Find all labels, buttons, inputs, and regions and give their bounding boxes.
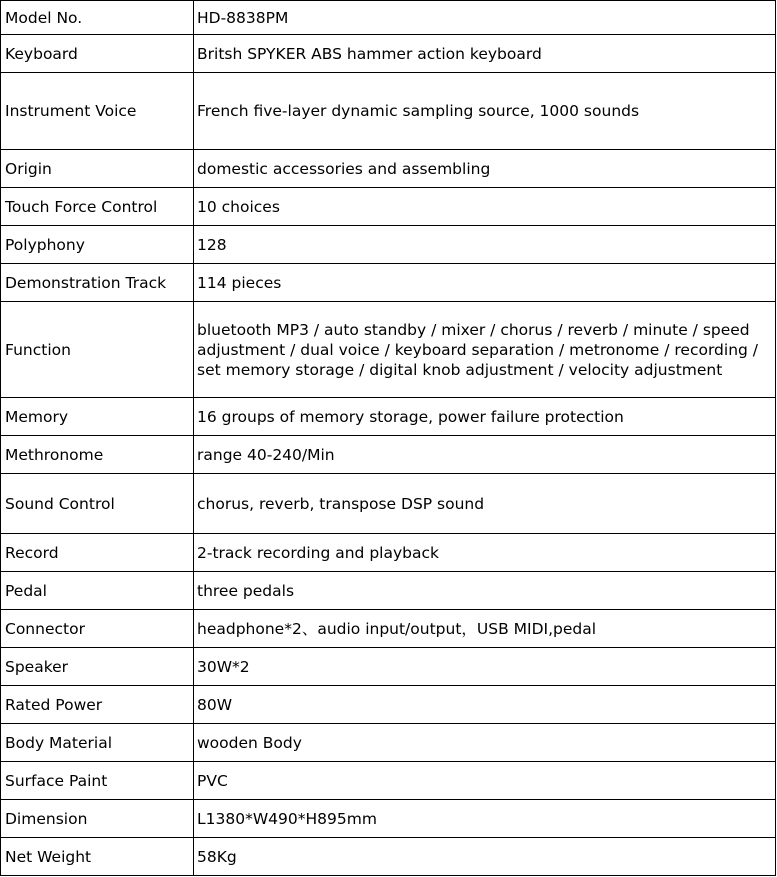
table-row [1, 188, 776, 226]
table-row [1, 1, 776, 35]
table-row [1, 800, 776, 838]
row-label: Net Weight [1, 838, 194, 876]
table-row [1, 474, 776, 534]
row-value: range 40-240/Min [194, 436, 776, 474]
row-label: Instrument Voice [1, 73, 194, 150]
row-value: 10 choices [194, 188, 776, 226]
row-label: Pedal [1, 572, 194, 610]
row-label: Record [1, 534, 194, 572]
table-row [1, 648, 776, 686]
table-row [1, 610, 776, 648]
table-row [1, 838, 776, 876]
row-label: Function [1, 302, 194, 398]
table-row [1, 686, 776, 724]
row-label: Connector [1, 610, 194, 648]
row-value: wooden Body [194, 724, 776, 762]
row-label: Body Material [1, 724, 194, 762]
row-value: Britsh SPYKER ABS hammer action keyboard [194, 35, 776, 73]
row-value: 80W [194, 686, 776, 724]
row-label: Sound Control [1, 474, 194, 534]
table-row [1, 264, 776, 302]
table-row [1, 73, 776, 150]
table-row [1, 150, 776, 188]
row-value: bluetooth MP3 / auto standby / mixer / chorus / reverb / minute / speed adjustment / dual voice / keyboard separation / metronome / recording / set memory storage / digital knob adjustment / velocity adjustment [194, 302, 776, 398]
row-label: Polyphony [1, 226, 194, 264]
row-value: 2-track recording and playback [194, 534, 776, 572]
row-value: 128 [194, 226, 776, 264]
row-value: French five-layer dynamic sampling source, 1000 sounds [194, 73, 776, 150]
row-label: Speaker [1, 648, 194, 686]
row-label: Surface Paint [1, 762, 194, 800]
row-label: Demonstration Track [1, 264, 194, 302]
table-row [1, 302, 776, 398]
table-row [1, 35, 776, 73]
row-value: headphone*2、audio input/output，USB MIDI,pedal [194, 610, 776, 648]
table-row [1, 436, 776, 474]
row-value: 30W*2 [194, 648, 776, 686]
row-label: Keyboard [1, 35, 194, 73]
table-row [1, 226, 776, 264]
row-value: L1380*W490*H895mm [194, 800, 776, 838]
row-value: 114 pieces [194, 264, 776, 302]
row-label: Methronome [1, 436, 194, 474]
table-row [1, 398, 776, 436]
row-value: HD-8838PM [194, 1, 776, 35]
row-label: Rated Power [1, 686, 194, 724]
row-label: Memory [1, 398, 194, 436]
row-label: Dimension [1, 800, 194, 838]
row-label: Model No. [1, 1, 194, 35]
table-row [1, 572, 776, 610]
row-value: PVC [194, 762, 776, 800]
row-value: domestic accessories and assembling [194, 150, 776, 188]
table-row [1, 762, 776, 800]
table-row [1, 534, 776, 572]
row-value: 58Kg [194, 838, 776, 876]
row-value: chorus, reverb, transpose DSP sound [194, 474, 776, 534]
row-value: 16 groups of memory storage, power failure protection [194, 398, 776, 436]
row-label: Touch Force Control [1, 188, 194, 226]
row-value: three pedals [194, 572, 776, 610]
table-row [1, 724, 776, 762]
row-label: Origin [1, 150, 194, 188]
